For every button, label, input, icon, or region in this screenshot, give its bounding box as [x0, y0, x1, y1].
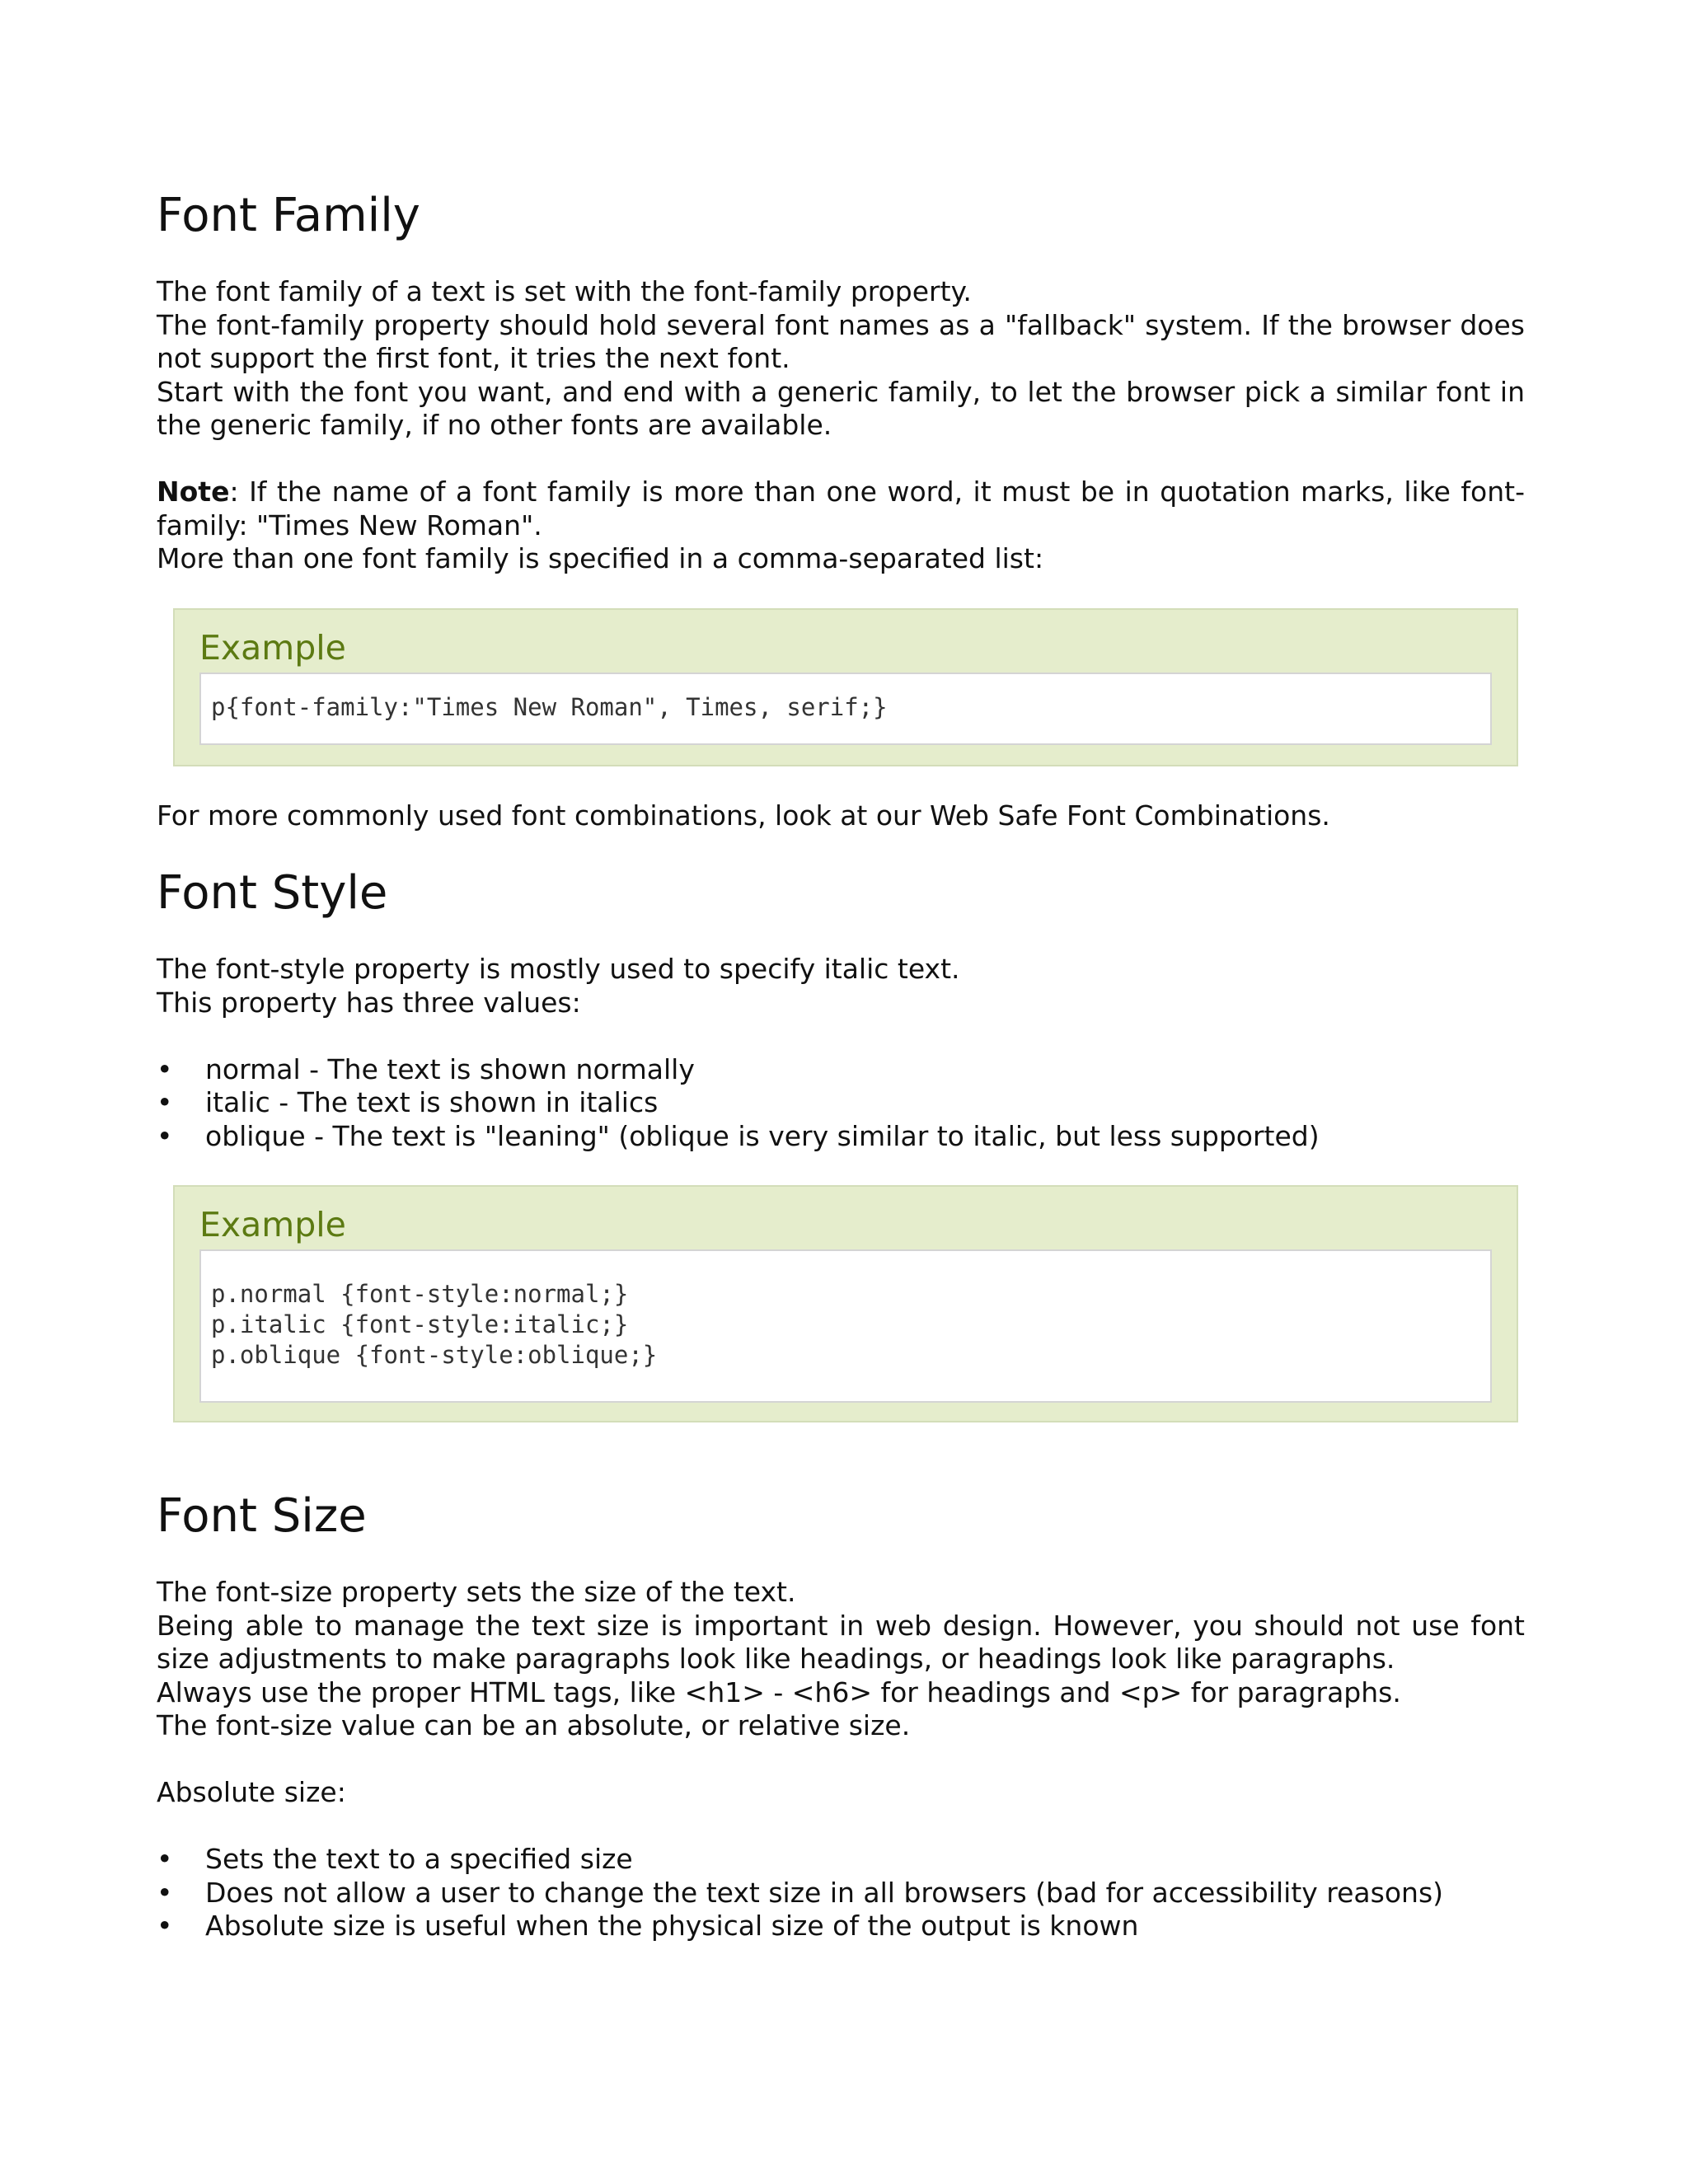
code-line: p.normal {font-style:normal;} — [211, 1280, 629, 1308]
note-paragraph — [157, 476, 1525, 542]
paragraph: The font-family property should hold several font names as a "fallback" system. If the browser does not support the first font, it tries the next font. — [157, 308, 1525, 374]
values-list — [157, 1053, 1525, 1154]
paragraph: For more commonly used font combinations, look at our Web Safe Font Combinations. — [157, 799, 1330, 832]
example-box — [173, 1185, 1518, 1422]
bullet-icon: • — [157, 1052, 173, 1085]
paragraph: Start with the font you want, and end with a generic family, to let the browser pick a similar font in the generic family, if no other fonts are available. — [157, 375, 1525, 441]
list-item: • normal - The text is shown normally — [157, 1052, 695, 1085]
example-title: Example — [199, 628, 346, 668]
font-size-heading: Font Size — [157, 1489, 367, 1543]
list-item: • Sets the text to a specified size — [157, 1843, 633, 1875]
bullet-icon: • — [157, 1086, 173, 1118]
list-item: • Absolute size is useful when the physical size of the output is known — [157, 1910, 1139, 1942]
absolute-size-list — [157, 1843, 1525, 1943]
note-text: : If the name of a font family is more than one word, it must be in quotation marks, like font-family: "Times New Roman". — [157, 476, 1525, 541]
code-line: p.oblique {font-style:oblique;} — [211, 1341, 658, 1369]
code-line: p{font-family:"Times New Roman", Times, serif;} — [211, 693, 888, 721]
list-item: • Does not allow a user to change the text size in all browsers (bad for accessibility reasons) — [157, 1876, 1444, 1909]
paragraph: This property has three values: — [157, 986, 581, 1019]
note-label: Note — [157, 476, 230, 508]
font-style-heading: Font Style — [157, 866, 388, 920]
code-block — [199, 673, 1492, 745]
paragraph: The font-size value can be an absolute, or relative size. — [157, 1709, 911, 1741]
font-family-heading: Font Family — [157, 189, 420, 242]
paragraph: Being able to manage the text size is important in web design. However, you should not use font size adjustments to make paragraphs look like headings, or headings look like paragraphs. — [157, 1609, 1525, 1675]
font-family-body — [157, 275, 1525, 576]
example-box — [173, 608, 1518, 766]
bullet-icon: • — [157, 1119, 173, 1152]
paragraph: Absolute size: — [157, 1776, 346, 1808]
paragraph: The font-style property is mostly used to specify italic text. — [157, 953, 960, 985]
code-block — [199, 1249, 1492, 1403]
paragraph: Always use the proper HTML tags, like <h1> - <h6> for headings and <p> for paragraphs. — [157, 1675, 1401, 1708]
paragraph: The font family of a text is set with the font-family property. — [157, 275, 972, 307]
list-item: • oblique - The text is "leaning" (oblique is very similar to italic, but less supported) — [157, 1119, 1320, 1152]
code-line: p.italic {font-style:italic;} — [211, 1310, 629, 1338]
example-title: Example — [199, 1205, 346, 1244]
paragraph: The font-size property sets the size of the text. — [157, 1576, 796, 1608]
font-size-body — [157, 1576, 1525, 1943]
paragraph: More than one font family is specified in a comma-separated list: — [157, 542, 1044, 574]
bullet-icon: • — [157, 1876, 173, 1909]
list-item: • italic - The text is shown in italics — [157, 1086, 659, 1118]
bullet-icon: • — [157, 1843, 173, 1875]
bullet-icon: • — [157, 1910, 173, 1942]
font-style-body — [157, 953, 1525, 1153]
